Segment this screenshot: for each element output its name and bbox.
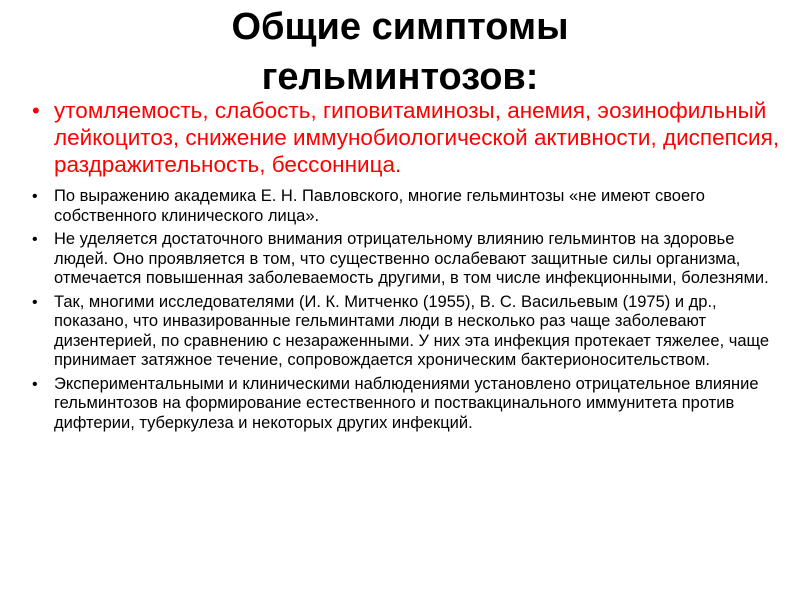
bullet-dot-icon: • (32, 375, 38, 393)
bullet-text: Экспериментальными и клиническими наблюдениями установлено отрицательное влияние гельминтозов на формирование естественного и поствакцинального иммунитета против дифтерии, туберкулеза и некоторых других инфекций. (54, 374, 759, 432)
bullet-item-symptoms (30, 97, 790, 178)
bullet-item-influence (30, 230, 790, 289)
bullet-dot-icon: • (32, 188, 38, 205)
bullet-dot-icon: • (32, 98, 40, 123)
bullet-text: Не уделяется достаточного внимания отрицательному влиянию гельминтов на здоровье людей. Оно проявляется в том, что существенно ослабевают защитные силы организма, отмечается повышенная заболеваемость другими, в том числе инфекционными, болезнями. (54, 230, 769, 287)
slide-title: Общие симптомы гельминтозов: (231, 6, 569, 98)
bullet-text: Так, многими исследователями (И. К. Митченко (1955), В. С. Васильевым (1975) и др., показано, что инвазированные гельминтами люди в несколько раз чаще заболевают дизентерией, по сравнению с незараженными. У них эта инфекция протекает тяжелее, чаще принимает затяжное течение, сопровождается хроническим бактерионосительством. (54, 292, 770, 369)
bullet-text: утомляемость, слабость, гиповитаминозы, анемия, эозинофильный лейкоцитоз, снижение иммунобиологической активности, диспепсия, раздражительность, бессонница. (54, 98, 780, 177)
bullet-item-immunity (30, 375, 790, 434)
bullet-item-research (30, 293, 790, 371)
bullet-item-pavlovsky (30, 187, 790, 226)
bullet-text: По выражению академика Е. Н. Павловского, многие гельминтозы «не имеют своего собственного клинического лица». (54, 187, 705, 225)
bullet-list (30, 97, 790, 437)
bullet-dot-icon: • (32, 231, 38, 248)
bullet-dot-icon: • (32, 293, 38, 311)
